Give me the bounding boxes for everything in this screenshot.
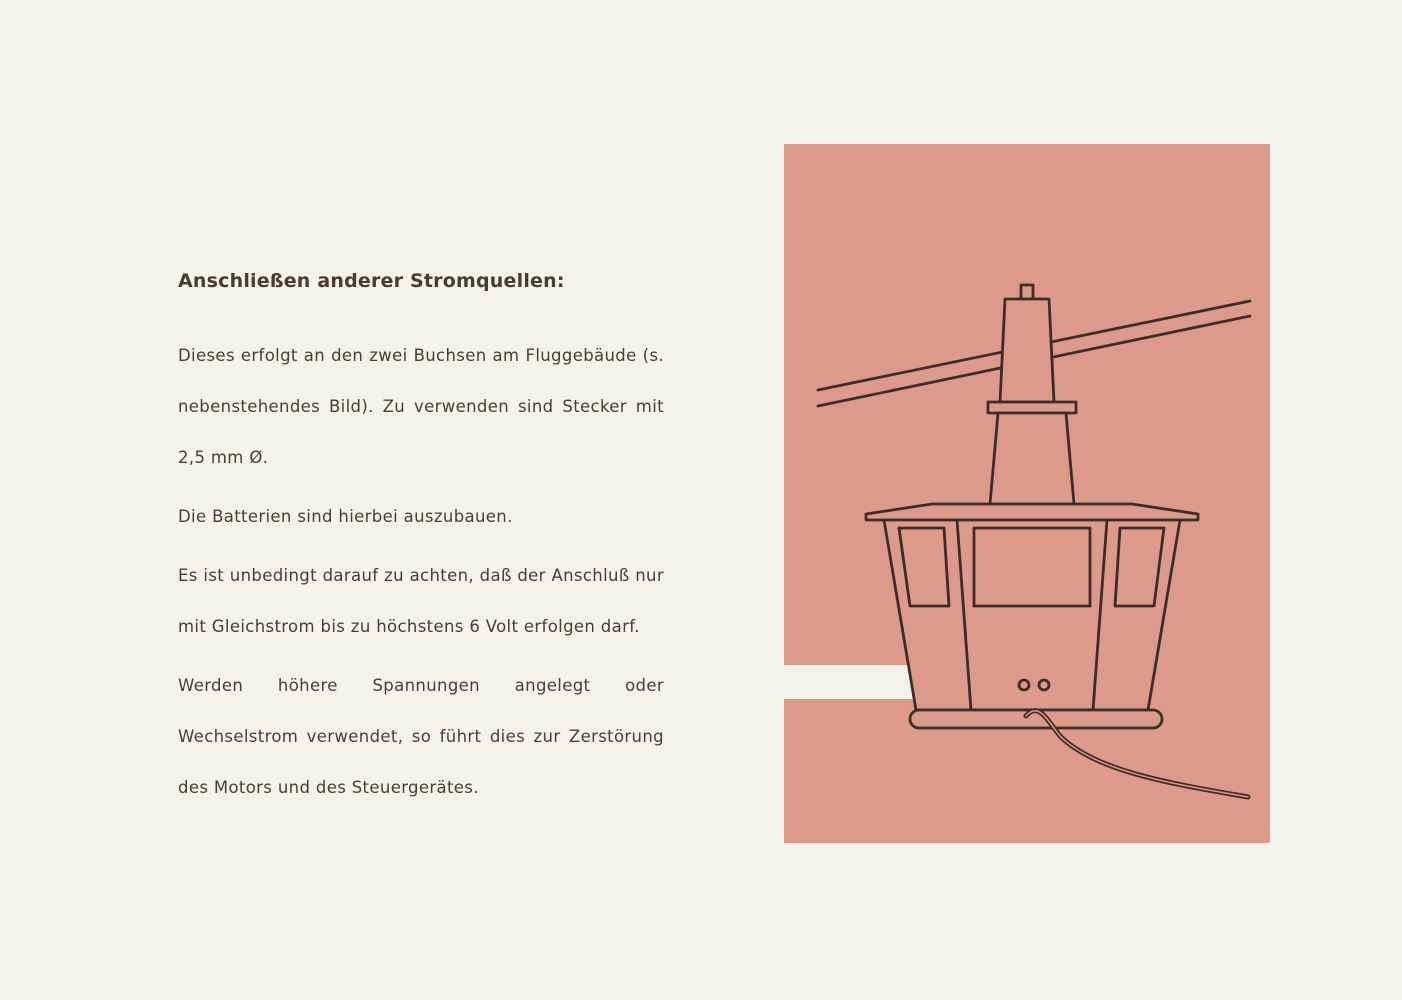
paragraph-connection: Dieses erfolgt an den zwei Buchsen am Fluggebäude (s. nebenstehendes Bild). Zu verwenden sind Stecker mit 2,5 mm Ø. xyxy=(178,346,664,467)
cab-body xyxy=(884,520,1180,710)
tower-cap xyxy=(1021,285,1033,299)
tower-illustration xyxy=(784,144,1270,843)
section-heading: Anschließen anderer Stromquellen: xyxy=(178,270,565,292)
tower-collar xyxy=(988,402,1076,413)
text-column xyxy=(178,262,664,813)
cab-roof xyxy=(866,504,1198,520)
paragraph-damage-warning: Werden höhere Spannungen angelegt oder Wechselstrom verwendet, so führt dies zur Zerstörung des Motors und des Steuergerätes. xyxy=(178,676,664,797)
tower-upper-column xyxy=(1000,299,1054,402)
paragraph-dc-warning: Es ist unbedingt darauf zu achten, daß der Anschluß nur mit Gleichstrom bis zu höchstens 6 Volt erfolgen darf. xyxy=(178,566,664,636)
tower-drawing xyxy=(784,144,1270,843)
tower-middle-column xyxy=(990,413,1074,504)
paragraph-batteries: Die Batterien sind hierbei auszubauen. xyxy=(178,507,513,526)
